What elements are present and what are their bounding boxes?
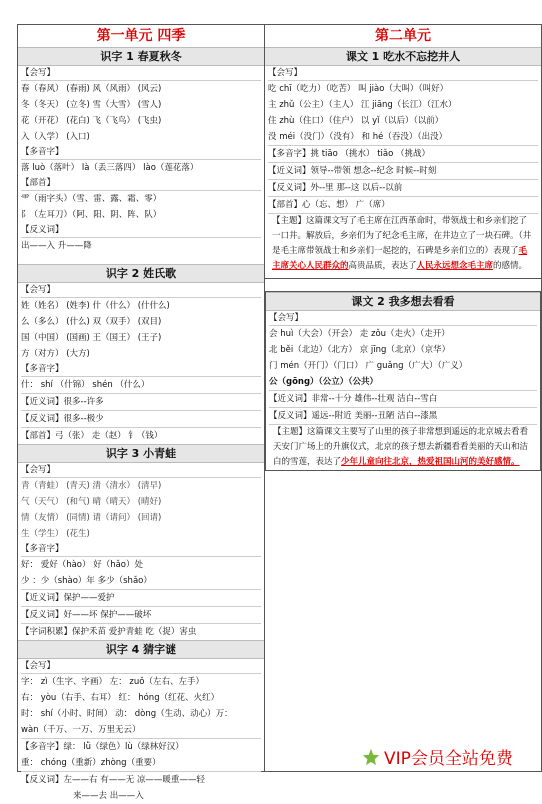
antonym-row: 出——入 升——降 xyxy=(21,241,92,251)
vocab-row: 春（春风） (春雨) 风（风雨） (风云) xyxy=(21,84,162,94)
polyphone-row: 重： chóng（重新）zhòng（重要） xyxy=(21,758,161,768)
vocab-row: 么（多么） (什么) 双（双手） (双目) xyxy=(21,317,162,327)
vocab-row: 生（学生） (花生) xyxy=(21,529,90,539)
unit1-title: 第一单元 四季 xyxy=(96,28,186,44)
theme-text: 高贵品质，表达了 xyxy=(348,261,417,271)
section-tag: 【多音字】 xyxy=(21,362,261,377)
polyphone-row: 落 luò（落叶） là（丢三落四） lào（莲花落） xyxy=(21,163,199,173)
vocab-row: 公（gōng）（公立）（公共） xyxy=(269,377,379,387)
section-tag: 【会写】 xyxy=(268,66,538,81)
vocab-row: 花（开花） (花白) 飞（飞鸟） (飞虫) xyxy=(21,116,162,126)
unit2-title: 第二单元 xyxy=(375,28,431,44)
text2-title: 课文 2 我多想去看看 xyxy=(266,292,540,311)
vocab-row: 姓（姓名） (姓李) 什（什么） (什什么) xyxy=(21,301,170,311)
theme-text: 【主题】这篇课文写了毛主席在江西革命时，带领战士和乡亲们挖了一口井。解放后，乡亲们为了纪念毛主席，在井边立了一块石碑。（井是毛主席带领战士和乡亲们一起挖的，石碑是乡亲们立的）表现了 xyxy=(272,216,532,256)
theme-highlight: 少年儿童向往北京，热爱祖国山河的美好感情。 xyxy=(341,457,520,467)
vocab-row: 主 zhǔ（公主）（主人） 江 jiāng（长江）（江水） xyxy=(268,100,457,110)
lesson2-section xyxy=(21,283,261,444)
polyphone-row: 【多音字】挑 tiāo （挑水） tiǎo （挑战） xyxy=(268,145,538,162)
antonym-row: 【反义词】好——坏 保护——破坏 xyxy=(21,606,261,623)
section-tag: 【会写】 xyxy=(269,311,537,326)
vocab-row: 冬（冬天） (立冬) 雪（大雪） (雪人) xyxy=(21,100,162,110)
vocab-row: 入（入学） (入口) xyxy=(21,132,90,142)
vocab-row: 右： yòu（右手、右耳） 红： hóng（红花、火红） xyxy=(21,693,220,703)
polyphone-row: 什： shí （什锦） shén （什么） xyxy=(21,380,150,390)
vocab-row: 北 běi（北边）（北方） 京 jīng（北京）（京华） xyxy=(269,345,451,355)
theme-highlight: 人民永远想念毛主席 xyxy=(416,261,494,271)
section-tag: 【会写】 xyxy=(21,463,261,478)
lesson1-section xyxy=(21,66,261,254)
section-tag: 【会写】 xyxy=(21,66,261,81)
vocab-row: 方（对方） (大方) xyxy=(21,349,90,359)
lesson3-title: 识字 3 小青蛙 xyxy=(18,444,264,463)
star-icon xyxy=(362,748,380,766)
vocab-row: 青（青蛙） (青天) 清（清水） (清早) xyxy=(21,481,162,491)
theme-paragraph xyxy=(268,213,538,274)
lesson3-section xyxy=(21,463,261,640)
theme-text: 的感情。 xyxy=(493,261,528,271)
vocab-row: 会 huì（大会）（开会） 走 zǒu（走火）（走开） xyxy=(269,329,450,339)
worksheet xyxy=(17,24,542,801)
antonym-row: 【反义词】遥远--附近 美丽--丑陋 洁白--漆黑 xyxy=(269,407,537,424)
theme-paragraph xyxy=(269,424,537,470)
section-tag: 【部首】 xyxy=(21,176,261,191)
lesson4-title: 识字 4 猜字谜 xyxy=(18,640,264,659)
section-tag: 【反义词】 xyxy=(21,223,261,238)
lesson2-title: 识字 2 姓氏歌 xyxy=(18,264,264,283)
vocab-row: 情（友情） (同情) 请（请问） (回请) xyxy=(21,513,162,523)
theme-text: 【主题】这篇课文主要写了山里的孩子非常想到遥远的北京城去看看天安门广场上的升旗仪式，北京的孩子想去新疆看看美丽的天山和洁白的雪莲，表达了 xyxy=(273,427,529,467)
antonym-row: 来——去 出——入 xyxy=(73,791,144,801)
lesson1-title: 识字 1 春夏秋冬 xyxy=(18,47,264,66)
antonym-row: 【反义词】很多--极少 xyxy=(21,410,261,427)
antonym-row: 【反义词】左——右 有——无 凉——暖重——轻 xyxy=(21,771,261,788)
synonym-row: 【近义词】领导--带领 想念--纪念 时候--时刻 xyxy=(268,162,538,179)
antonym-row: 【反义词】外--里 那--这 以后--以前 xyxy=(268,179,538,196)
text2-section xyxy=(269,311,537,470)
right-column xyxy=(265,25,541,771)
text1-section xyxy=(268,66,538,274)
vocab-row: 没 méi（没门）（没有） 和 hé（吞没）（出没） xyxy=(268,132,448,142)
text1-title: 课文 1 吃水不忘挖井人 xyxy=(265,47,541,66)
synonym-row: 【近义词】非常--十分 雄伟--壮观 洁白--雪白 xyxy=(269,390,537,407)
accumulation-row: 【字词积累】保护禾苗 爱护青蛙 吃（捉）害虫 xyxy=(21,623,261,640)
vocab-row: 门 mén（开门）（门口） 广 guǎng（广大）（广义） xyxy=(269,361,468,371)
polyphone-row: 好： 爱好（hào） 好（hǎo）处 xyxy=(21,560,143,570)
vip-watermark: VIP会员全站免费 xyxy=(384,749,513,769)
vocab-row: wàn（千万、一万、万里无云） xyxy=(21,725,141,735)
vocab-row: 字： zì（生字、字画） 左： zuǒ（左右、左手） xyxy=(21,677,204,687)
vocab-row: 国（中国） (国画) 王（国王） (王子) xyxy=(21,333,162,343)
left-column xyxy=(18,25,265,801)
polyphone-row: 少 ：少（shào）年 多少（shǎo） xyxy=(21,576,152,586)
synonym-row: 【近义词】保护——爱护 xyxy=(21,589,261,606)
section-tag: 【会写】 xyxy=(21,659,261,674)
synonym-row: 【近义词】很多--许多 xyxy=(21,393,261,410)
vocab-row: 气（天气） (和气) 晴（晴天） (晴好) xyxy=(21,497,162,507)
theme-highlight: 毛主席关心人民群众的 xyxy=(272,246,528,271)
radical-row: ⻗（雨字头）（雪、雷、露、霜、零） xyxy=(21,194,162,204)
vocab-row: 时： shí（小时、时间） 动： dòng（生动、动心）万： xyxy=(21,709,233,719)
section-tag: 【多音字】 xyxy=(21,145,261,160)
radical-row: 【部首】弓（张） 走（赵） 钅（钱） xyxy=(21,427,261,444)
lesson4-section xyxy=(21,659,261,804)
radical-row: 阝（左耳刀）（阿、阳、阴、阵、队） xyxy=(21,210,162,220)
section-tag: 【多音字】 xyxy=(21,542,261,557)
vocab-row: 住 zhù（住口）（住户） 以 yǐ（以后）（以前） xyxy=(268,116,444,126)
vocab-row: 吃 chī（吃力）（吃苦） 叫 jiào（大叫）（叫好） xyxy=(268,84,449,94)
polyphone-row: 【多音字】绿： lǜ（绿色）lù（绿林好汉） xyxy=(21,738,261,755)
section-tag: 【会写】 xyxy=(21,283,261,298)
radical-row: 【部首】心（忘、想） 广（席） xyxy=(268,196,538,213)
text2-box xyxy=(265,291,541,471)
